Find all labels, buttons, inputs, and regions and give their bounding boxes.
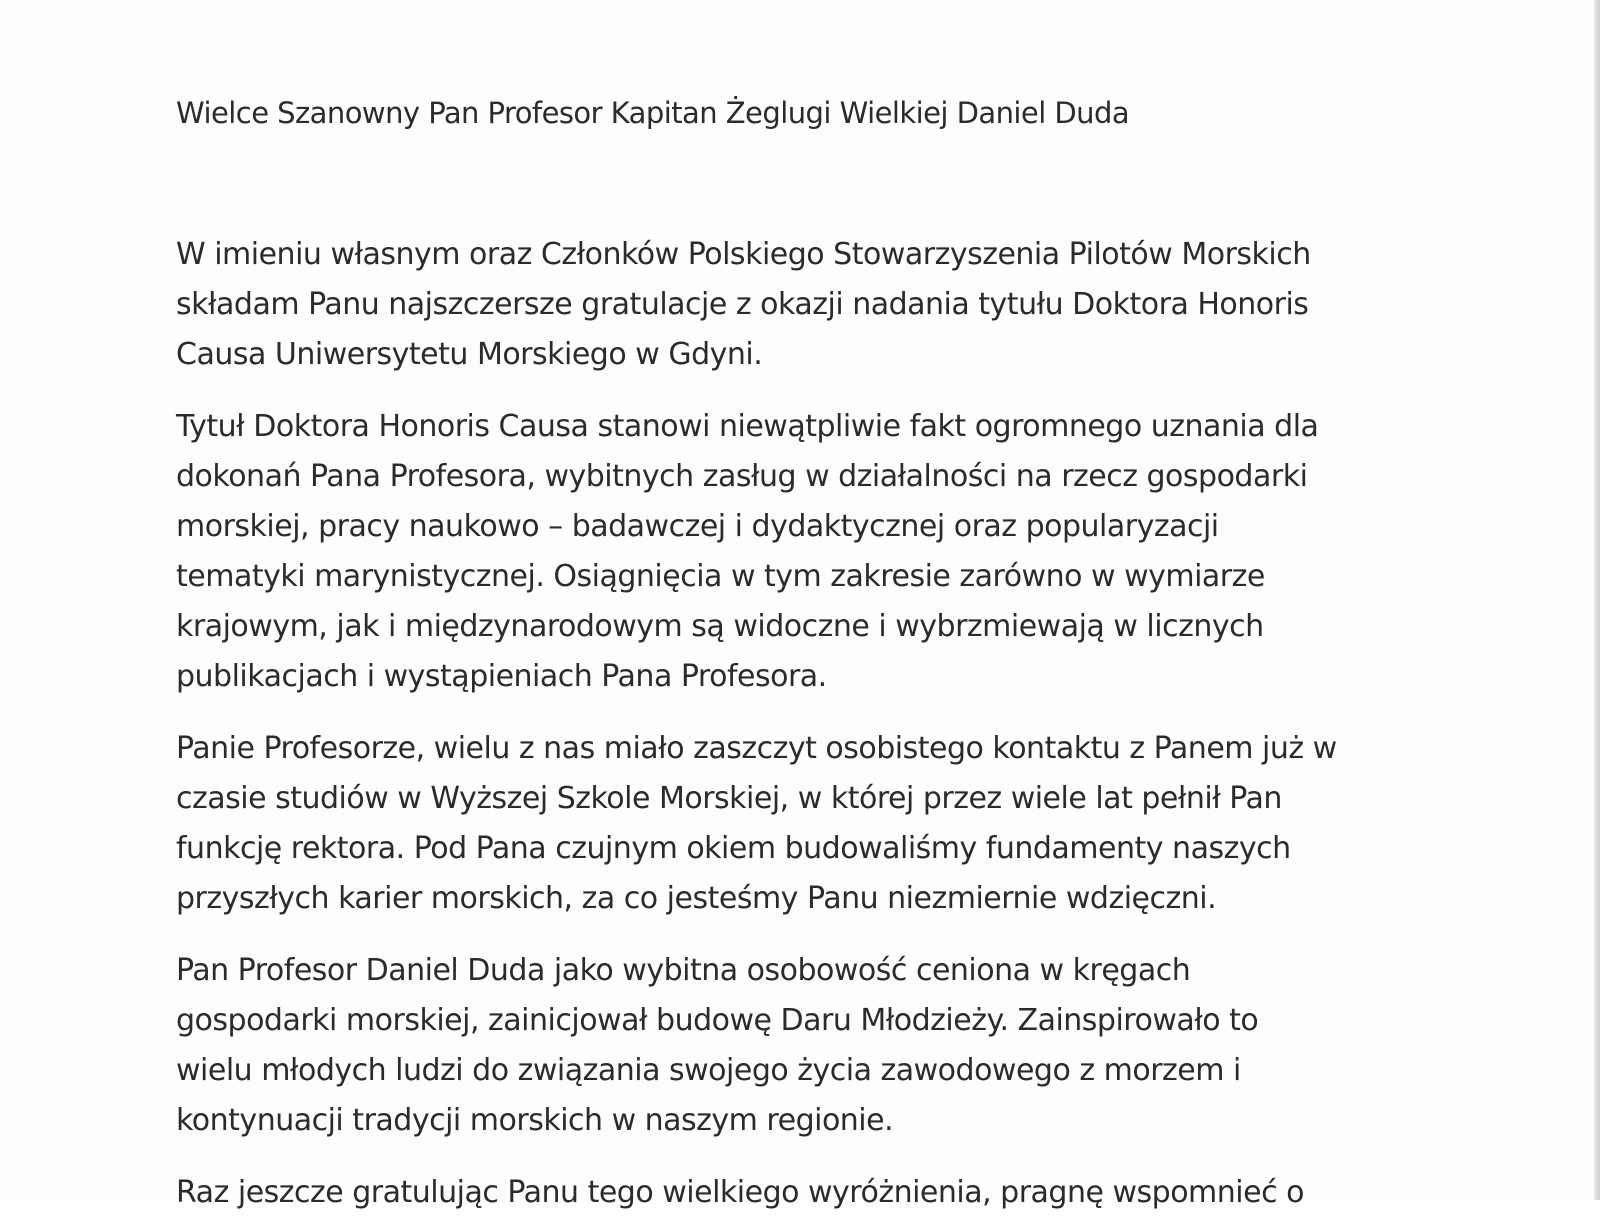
- paragraph-line: czasie studiów w Wyższej Szkole Morskiej, w której przez wiele lat pełnił Pan: [176, 781, 1282, 816]
- paragraph-closing: [176, 1168, 1304, 1218]
- paragraph-congratulations: [176, 230, 1311, 380]
- paragraph-dar-mlodziezy: [176, 946, 1258, 1146]
- paragraph-line: dokonań Pana Profesora, wybitnych zasług w działalności na rzecz gospodarki: [176, 459, 1308, 494]
- paragraph-line: funkcję rektora. Pod Pana czujnym okiem budowaliśmy fundamenty naszych: [176, 831, 1291, 866]
- paragraph-line: W imieniu własnym oraz Członków Polskiego Stowarzyszenia Pilotów Morskich: [176, 237, 1311, 272]
- paragraph-line: tematyki marynistycznej. Osiągnięcia w tym zakresie zarówno w wymiarze: [176, 559, 1265, 594]
- paragraph-line: kontynuacji tradycji morskich w naszym regionie.: [176, 1103, 894, 1138]
- paragraph-line: publikacjach i wystąpieniach Pana Profesora.: [176, 659, 827, 694]
- salutation: Wielce Szanowny Pan Profesor Kapitan Żeglugi Wielkiej Daniel Duda: [176, 96, 1130, 130]
- paragraph-line: przyszłych karier morskich, za co jesteśmy Panu niezmiernie wdzięczni.: [176, 881, 1217, 916]
- page-edge-shadow: [1594, 0, 1600, 1200]
- paragraph-line: krajowym, jak i międzynarodowym są widoczne i wybrzmiewają w licznych: [176, 609, 1264, 644]
- paragraph-line: morskiej, pracy naukowo – badawczej i dydaktycznej oraz popularyzacji: [176, 509, 1219, 544]
- paragraph-line: Tytuł Doktora Honoris Causa stanowi niewątpliwie fakt ogromnego uznania dla: [176, 409, 1319, 444]
- paragraph-line: wielu młodych ludzi do związania swojego życia zawodowego z morzem i: [176, 1053, 1241, 1088]
- paragraph-line: Causa Uniwersytetu Morskiego w Gdyni.: [176, 337, 763, 372]
- paragraph-line: Raz jeszcze gratulując Panu tego wielkiego wyróżnienia, pragnę wspomnieć o: [176, 1175, 1304, 1210]
- paragraph-achievements: [176, 402, 1318, 702]
- paragraph-line: gospodarki morskiej, zainicjował budowę Daru Młodzieży. Zainspirowało to: [176, 1003, 1259, 1038]
- paragraph-line: Panie Profesorze, wielu z nas miało zaszczyt osobistego kontaktu z Panem już w: [176, 731, 1337, 766]
- paragraph-line: składam Panu najszczersze gratulacje z okazji nadania tytułu Doktora Honoris: [176, 287, 1309, 322]
- paragraph-line: Pan Profesor Daniel Duda jako wybitna osobowość ceniona w kręgach: [176, 953, 1191, 988]
- paragraph-studies: [176, 724, 1337, 924]
